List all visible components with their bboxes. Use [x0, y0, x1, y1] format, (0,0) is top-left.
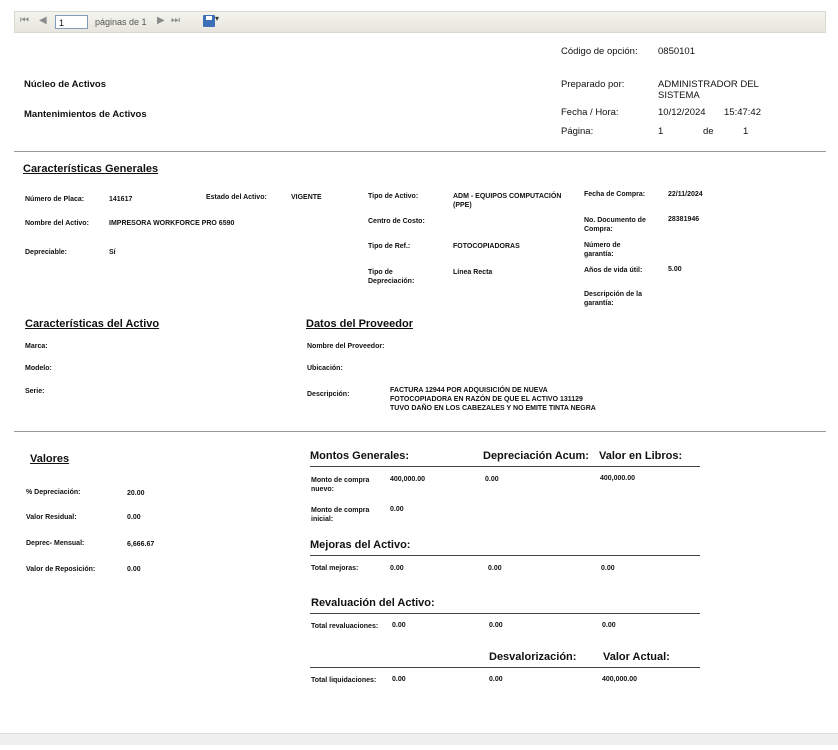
depreciable-label: Depreciable:	[25, 249, 68, 256]
export-icon[interactable]	[203, 15, 215, 27]
description-line-3: TUVO DAÑO EN LOS CABEZALES Y NO EMITE TINTA NEGRA	[390, 405, 596, 412]
useful-life-value: 5.00	[668, 266, 682, 273]
status-value: VIGENTE	[291, 194, 322, 201]
asset-section-title: Características del Activo	[25, 318, 160, 330]
general-section-title: Características Generales	[23, 163, 159, 175]
option-code-value: 0850101	[658, 46, 695, 57]
dep-type-value: Línea Recta	[453, 269, 493, 276]
amounts-header-rule	[310, 466, 700, 467]
option-code-label: Código de opción:	[561, 46, 638, 57]
revaluation-value-3: 0.00	[602, 622, 616, 629]
prepared-by-value: ADMINISTRADOR DEL SISTEMA	[658, 79, 759, 101]
page-total: 1	[743, 126, 749, 137]
revaluation-title: Revaluación del Activo:	[311, 597, 435, 609]
replacement-label: Valor de Reposición:	[26, 566, 96, 573]
module-title: Núcleo de Activos	[24, 79, 107, 90]
status-label: Estado del Activo:	[206, 194, 267, 201]
supplier-name-label: Nombre del Proveedor:	[307, 343, 385, 350]
asset-name-label: Nombre del Activo:	[25, 220, 89, 227]
improvements-value-1: 0.00	[390, 565, 404, 572]
improvements-rule	[310, 555, 700, 556]
monthly-dep-value: 6,666.67	[127, 541, 155, 548]
improvements-title: Mejoras del Activo:	[310, 539, 411, 551]
description-label: Descripción:	[307, 391, 350, 398]
purchase-doc-label: No. Documento de Compra:	[584, 217, 646, 233]
date-value: 10/12/2024	[658, 107, 706, 118]
warranty-description-label: Descripción de la garantía:	[584, 291, 642, 307]
improvements-value-2: 0.00	[488, 565, 502, 572]
location-label: Ubicación:	[307, 365, 343, 372]
asset-type-label: Tipo de Activo:	[368, 193, 419, 200]
header-divider	[14, 151, 826, 152]
current-value-header: Valor Actual:	[603, 651, 670, 663]
residual-label: Valor Residual:	[26, 514, 77, 521]
last-page-icon[interactable]: ⏭	[171, 15, 180, 26]
purchase-doc-value: 28381946	[668, 216, 700, 223]
horizontal-scrollbar[interactable]	[0, 733, 838, 745]
liquidation-value-1: 0.00	[392, 676, 406, 683]
devaluation-header: Desvalorización:	[489, 651, 577, 663]
report-toolbar	[14, 11, 826, 33]
replacement-value: 0.00	[127, 566, 141, 573]
purchase-date-value: 22/11/2024	[668, 191, 703, 198]
description-line-2: FOTOCOPIADORA EN RAZÓN DE QUE EL ACTIVO 131129	[390, 396, 583, 403]
ref-type-value: FOTOCOPIADORAS	[453, 243, 520, 250]
asset-type-value: ADM - EQUIPOS COMPUTACIÓN (PPE)	[453, 193, 562, 209]
liquidation-value-2: 0.00	[489, 676, 503, 683]
model-label: Modelo:	[25, 365, 52, 372]
depreciable-value: Sí	[109, 249, 116, 256]
initial-purchase-label: Monto de compra inicial:	[311, 507, 370, 523]
acc-dep-header: Depreciación Acum:	[483, 450, 589, 462]
revaluation-value-2: 0.00	[489, 622, 503, 629]
pages-count-text: páginas de 1	[95, 17, 147, 27]
dep-pct-value: 20.00	[127, 490, 145, 497]
report-title: Mantenimientos de Activos	[24, 109, 147, 120]
warranty-number-label: Número de garantía:	[584, 242, 621, 258]
prepared-by-label: Preparado por:	[561, 79, 625, 90]
improvements-label: Total mejoras:	[311, 565, 359, 572]
page-label: Página:	[561, 126, 594, 137]
serial-label: Serie:	[25, 388, 45, 395]
plate-value: 141617	[109, 196, 133, 203]
revaluation-value-1: 0.00	[392, 622, 406, 629]
asset-name-value: IMPRESORA WORKFORCE PRO 6590	[109, 220, 235, 227]
brand-label: Marca:	[25, 343, 48, 350]
page-of-text: de	[703, 126, 714, 137]
purchase-date-label: Fecha de Compra:	[584, 191, 646, 198]
liquidation-value-3: 400,000.00	[602, 676, 638, 683]
first-page-icon[interactable]: ⏮	[20, 15, 29, 26]
previous-page-icon[interactable]: ◀	[39, 15, 47, 26]
new-purchase-book: 400,000.00	[600, 475, 636, 482]
residual-value: 0.00	[127, 514, 141, 521]
new-purchase-dep: 0.00	[485, 476, 499, 483]
general-amounts-title: Montos Generales:	[310, 450, 410, 462]
revaluation-label: Total revaluaciones:	[311, 623, 379, 630]
dep-pct-label: % Depreciación:	[26, 489, 81, 496]
time-value: 15:47:42	[724, 107, 761, 118]
section-divider	[14, 431, 826, 432]
next-page-icon[interactable]: ▶	[157, 15, 165, 26]
book-value-header: Valor en Libros:	[599, 450, 683, 462]
page-number-input[interactable]: 1	[55, 15, 88, 29]
description-line-1: FACTURA 12944 POR ADQUISICIÓN DE NUEVA	[390, 387, 548, 394]
monthly-dep-label: Deprec- Mensual:	[26, 540, 85, 547]
cost-center-label: Centro de Costo:	[368, 218, 425, 225]
revaluation-rule	[310, 613, 700, 614]
liquidation-label: Total liquidaciones:	[311, 677, 377, 684]
new-purchase-label: Monto de compra nuevo:	[311, 477, 370, 493]
useful-life-label: Años de vida útil:	[584, 267, 643, 274]
datetime-label: Fecha / Hora:	[561, 107, 619, 118]
values-section-title: Valores	[30, 453, 70, 465]
dep-type-label: Tipo de Depreciación:	[368, 269, 415, 285]
supplier-section-title: Datos del Proveedor	[306, 318, 413, 330]
page-number: 1	[658, 126, 664, 137]
liquidation-rule	[310, 667, 700, 668]
plate-label: Número de Placa:	[25, 196, 85, 203]
new-purchase-value: 400,000.00	[390, 476, 426, 483]
export-dropdown-icon[interactable]: ▾	[215, 14, 220, 23]
improvements-value-3: 0.00	[601, 565, 615, 572]
initial-purchase-value: 0.00	[390, 506, 404, 513]
ref-type-label: Tipo de Ref.:	[368, 243, 411, 250]
